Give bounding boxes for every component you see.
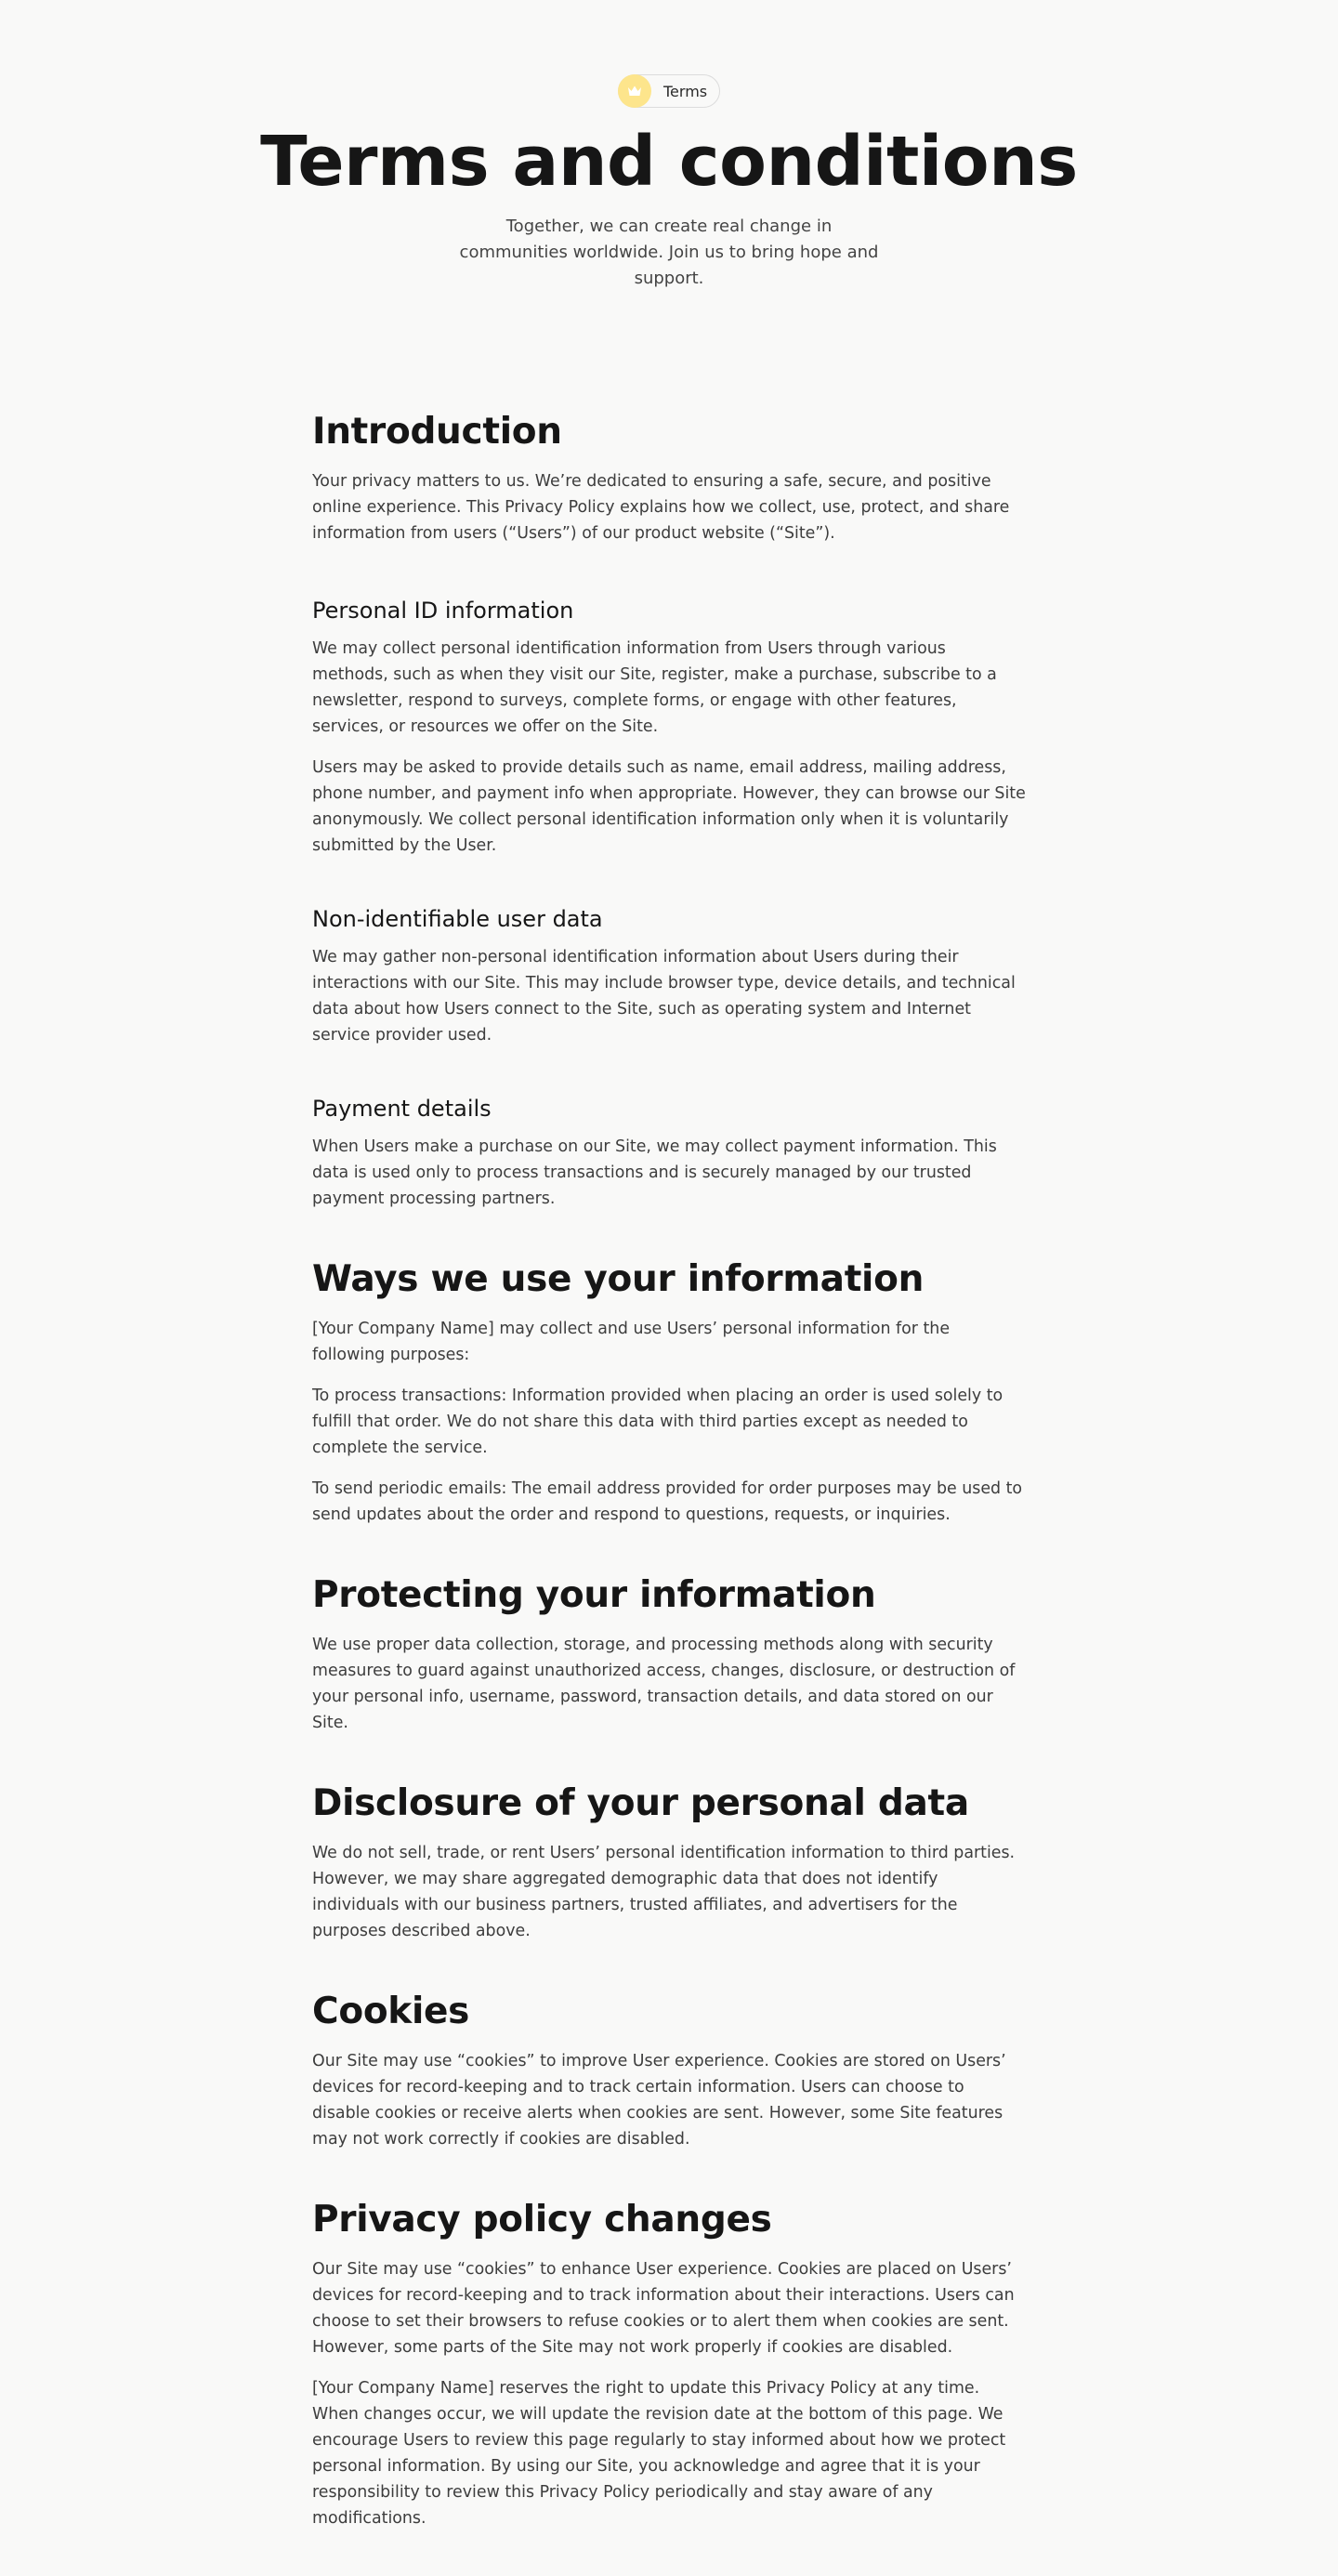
section-paragraph: We may collect personal identification information from Users through various methods, such as when they visit our Site, register, make a purchase, subscribe to a newsletter, respond to surveys, complete forms, or engage with other features, services, or resources we offer on the Site. xyxy=(312,639,997,736)
page-title: Terms and conditions xyxy=(260,122,1078,202)
section-heading: Introduction xyxy=(312,411,562,453)
section-paragraph: To process transactions: Information provided when placing an order is used solely to fulfill that order. We do not share this data with third parties except as needed to complete the service. xyxy=(312,1387,1004,1457)
section-introduction xyxy=(312,409,1026,546)
page-subtitle: Together, we can create real change in communities worldwide. Join us to bring hope and support. xyxy=(459,217,879,288)
section-paragraph: We do not sell, trade, or rent Users’ personal identification information to third parties. However, we may share aggregated demographic data that does not identify individuals with our business partners, trusted affiliates, and advertisers for the purposes described above. xyxy=(312,1844,1016,1940)
section-paragraph: [Your Company Name] may collect and use Users’ personal information for the following purposes: xyxy=(312,1320,951,1364)
section-paragraph: When Users make a purchase on our Site, we may collect payment information. This data is used only to process transactions and is securely managed by our trusted payment processing partners. xyxy=(312,1137,997,1208)
crown-icon xyxy=(618,74,651,108)
section-privacy-policy-changes xyxy=(312,2197,1026,2531)
section-protecting-your-information xyxy=(312,1572,1026,1736)
section-heading: Protecting your information xyxy=(312,1574,876,1616)
section-paragraph: [Your Company Name] reserves the right to update this Privacy Policy at any time. When changes occur, we will update the revision date at the bottom of this page. We encourage Users to review this page regularly to stay informed about how we protect personal information. By using our Site, you acknowledge and agree that it is your responsibility to review this Privacy Policy periodically and stay aware of any modifications. xyxy=(312,2379,1006,2528)
terms-badge xyxy=(618,74,720,108)
section-heading: Ways we use your information xyxy=(312,1258,925,1300)
terms-content xyxy=(312,409,1026,2576)
section-heading: Cookies xyxy=(312,1991,470,2032)
section-paragraph: Your privacy matters to us. We’re dedicated to ensuring a safe, secure, and positive online experience. This Privacy Policy explains how we collect, use, protect, and share information from users (“Users”) of our product website (“Site”). xyxy=(312,472,1010,543)
section-non-identifiable-user-data xyxy=(312,903,1026,1048)
section-paragraph: Our Site may use “cookies” to improve User experience. Cookies are stored on Users’ devices for record-keeping and to track certain information. Users can choose to disable cookies or receive alerts when cookies are sent. However, some Site features may not work correctly if cookies are disabled. xyxy=(312,2052,1006,2149)
subsection-heading: Non-identifiable user data xyxy=(312,906,603,932)
section-payment-details xyxy=(312,1093,1026,1212)
section-ways-we-use-your-information xyxy=(312,1256,1026,1528)
section-disclosure-of-personal-data xyxy=(312,1781,1026,1944)
section-heading: Disclosure of your personal data xyxy=(312,1782,969,1824)
section-heading: Privacy policy changes xyxy=(312,2199,772,2241)
subsection-heading: Payment details xyxy=(312,1096,492,1122)
section-paragraph: We use proper data collection, storage, and processing methods along with security measures to guard against unauthorized access, changes, disclosure, or destruction of your personal info, username, password, transaction details, and data stored on our Site. xyxy=(312,1636,1016,1732)
section-personal-id-information xyxy=(312,595,1026,859)
section-paragraph: To send periodic emails: The email address provided for order purposes may be used to send updates about the order and respond to questions, requests, or inquiries. xyxy=(312,1479,1023,1524)
subsection-heading: Personal ID information xyxy=(312,598,574,624)
badge-label: Terms xyxy=(663,82,708,100)
section-paragraph: We may gather non-personal identification information about Users during their interactions with our Site. This may include browser type, device details, and technical data about how Users connect to the Site, such as operating system and Internet service provider used. xyxy=(312,948,1016,1045)
section-paragraph: Users may be asked to provide details such as name, email address, mailing address, phone number, and payment info when appropriate. However, they can browse our Site anonymously. We collect personal identification information only when it is voluntarily submitted by the User. xyxy=(312,758,1026,855)
section-paragraph: Our Site may use “cookies” to enhance User experience. Cookies are placed on Users’ devices for record-keeping and to track information about their interactions. Users can choose to set their browsers to refuse cookies or to alert them when cookies are sent. However, some parts of the Site may not work properly if cookies are disabled. xyxy=(312,2260,1015,2357)
section-cookies xyxy=(312,1989,1026,2152)
